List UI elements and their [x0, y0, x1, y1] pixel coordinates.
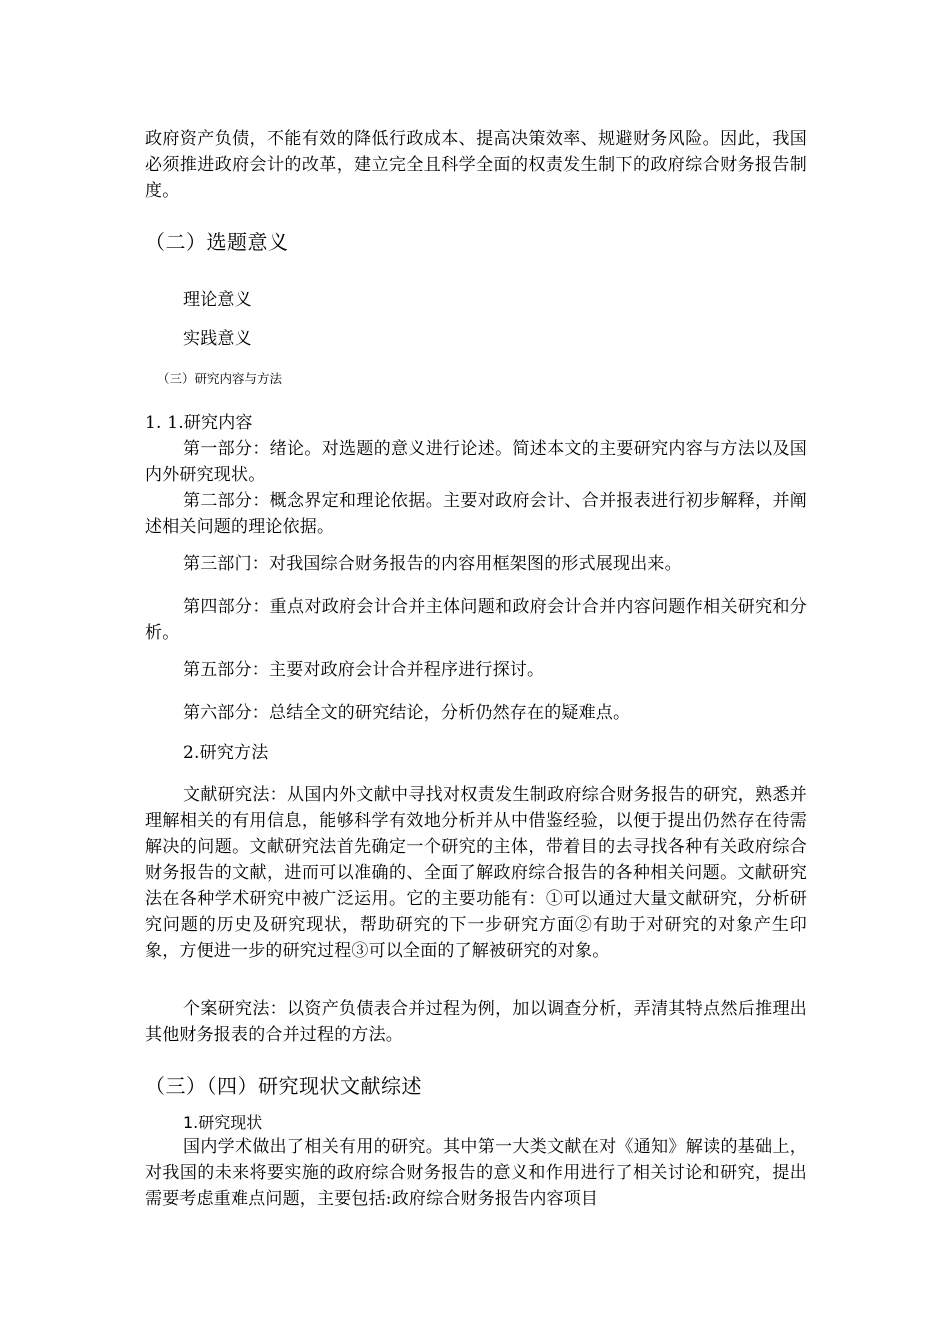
part-1-paragraph: 第一部分：绪论。对选题的意义进行论述。简述本文的主要研究内容与方法以及国内外研究现状。	[145, 439, 807, 485]
section3-sub2-heading: 2.研究方法	[183, 743, 269, 763]
research-status-paragraph: 国内学术做出了相关有用的研究。其中第一大类文献在对《通知》解读的基础上，对我国的未来将要实施的政府综合财务报告的意义和作用进行了相关讨论和研究，提出需要考虑重难点问题，主要包括:政府综合财务报告内容项目	[145, 1137, 807, 1209]
part-5-paragraph: 第五部分：主要对政府会计合并程序进行探讨。	[183, 660, 545, 680]
part-2-paragraph: 第二部分：概念界定和理论依据。主要对政府会计、合并报表进行初步解释，并阐述相关问题的理论依据。	[145, 491, 807, 537]
section3-heading: （三）研究内容与方法	[157, 371, 283, 386]
section2-item-theory: 理论意义	[183, 290, 252, 310]
section2-heading: （二）选题意义	[145, 230, 289, 254]
section4-heading: （三）（四）研究现状文献综述	[145, 1074, 422, 1098]
section3-sub1-heading: 1. 1.研究内容	[145, 413, 253, 433]
literature-method-paragraph: 文献研究法：从国内外文献中寻找对权责发生制政府综合财务报告的研究，熟悉并理解相关的有用信息，能够科学有效地分析并从中借鉴经验，以便于提出仍然存在待需解决的问题。文献研究法首先确定一个研究的主体，带着目的去寻找各种有关政府综合财务报告的文献，进而可以准确的、全面了解政府综合报告的各种相关问题。文献研究法在各种学术研究中被广泛运用。它的主要功能有：①可以通过大量文献研究，分析研究问题的历史及研究现状，帮助研究的下一步研究方面②有助于对研究的对象产生印象，方便进一步的研究过程③可以全面的了解被研究的对象。	[145, 785, 807, 961]
part-3-paragraph: 第三部门：对我国综合财务报告的内容用框架图的形式展现出来。	[183, 554, 682, 574]
part-4-paragraph: 第四部分：重点对政府会计合并主体问题和政府会计合并内容问题作相关研究和分析。	[145, 597, 807, 643]
section2-item-practice: 实践意义	[183, 329, 252, 349]
case-method-paragraph: 个案研究法：以资产负债表合并过程为例，加以调查分析，弄清其特点然后推理出其他财务报表的合并过程的方法。	[145, 999, 807, 1045]
intro-paragraph: 政府资产负债，不能有效的降低行政成本、提高决策效率、规避财务风险。因此，我国必须推进政府会计的改革，建立完全且科学全面的权责发生制下的政府综合财务报告制度。	[145, 129, 807, 201]
part-6-paragraph: 第六部分：总结全文的研究结论，分析仍然存在的疑难点。	[183, 703, 631, 723]
section4-sub1-heading: 1.研究现状	[183, 1113, 263, 1132]
